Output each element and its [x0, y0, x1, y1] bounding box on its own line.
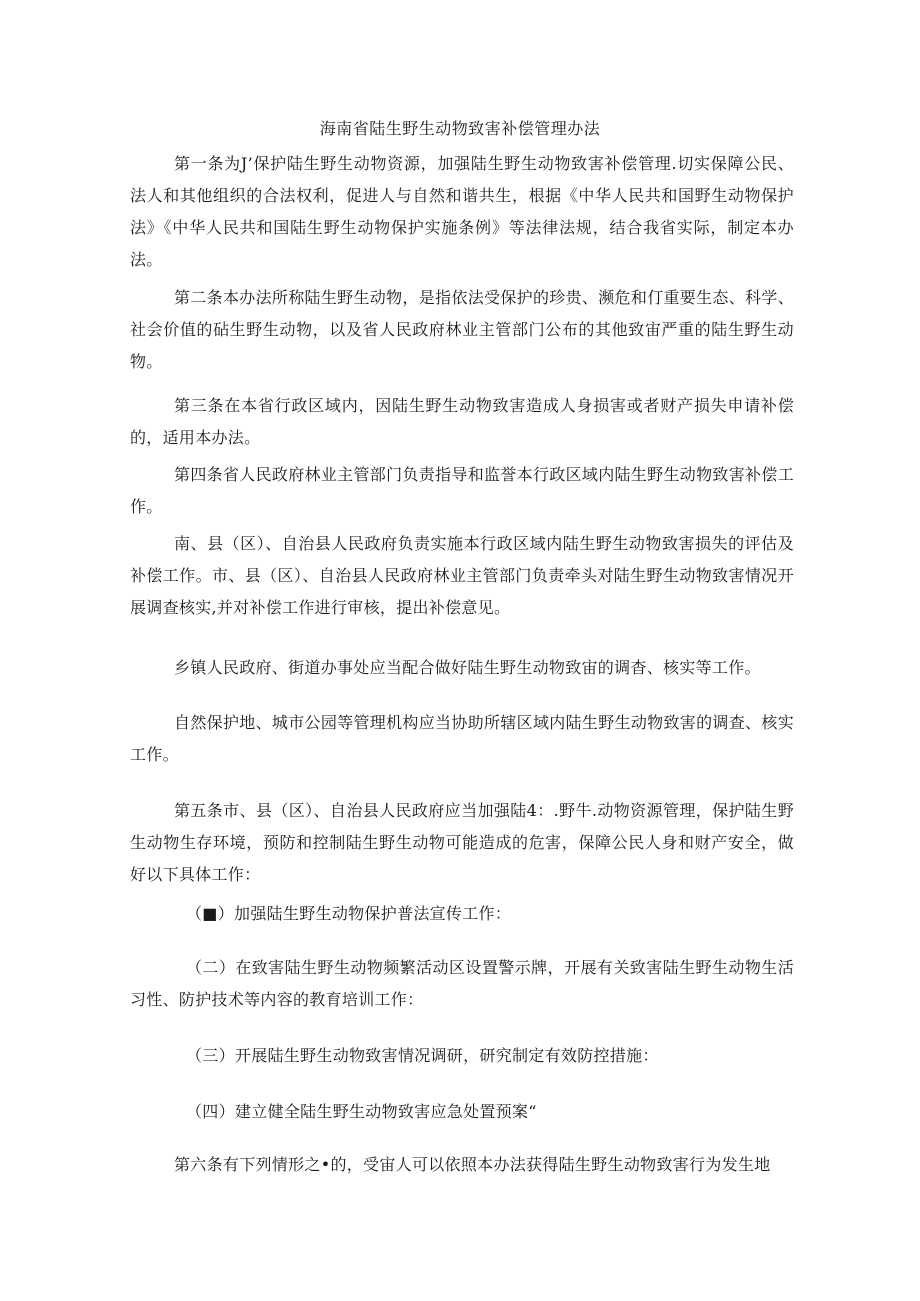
paragraph-article-4: 第四条省人民政府林业主管部门负责指导和监誉本行政区域内陆生野生动物致害补偿工作。 [130, 465, 794, 516]
document-title: 海南省陆生野生动物致害补偿管理办法 [319, 119, 601, 138]
paragraph-article-4-city: 南、县（区）、自治县人民政府负责实施本行政区域内陆生野生动物致害损失的评估及补偿工作。市、县（区）、自治县人民政府林业主管部门负责牵头对陆生野生动物致害情况开展调查核实,并对补偿工作进行审核，提出补偿意见。 [130, 534, 794, 617]
paragraph-article-6: 第六条有下列情形之•的，受宙人可以依照本办法获得陆生野生动物致害行为发生地 [174, 1155, 771, 1174]
paragraph-article-4-township: 乡镇人民政府、街道办事处应当配合做好陆生野生动物致宙的调杳、核实等工作。 [174, 658, 761, 677]
paragraph-article-2: 第二条本办法所称陆生野生动物，是指依法受保护的珍贵、濒危和仃重要生态、科学、社会价值的砧生野生动物，以及省人民政府林业主管部门公布的其他致宙严重的陆生野生动物。 [130, 288, 794, 371]
paragraph-article-5-item-2: （二）在致害陆生野生动物频繁活动区设置警示牌，开展有关致害陆生野生动物生活习性、防护技术等内容的教育培训工作： [130, 958, 794, 1009]
paragraph-article-4-reserve: 自然保护地、城市公园等管理机构应当协助所辖区域内陆生野生动物致害的调查、核实工作。 [130, 713, 794, 764]
paragraph-article-5: 第五条市、县（区）、自治县人民政府应当加强陆4：.野牛.动物资源管理，保护陆生野生动物生存环境，预防和控制陆生野生动物可能造成的危害，保障公民人身和财产安全，做好以下具体工作： [130, 801, 794, 884]
paragraph-article-5-item-3: （三）开展陆生野生动物致害情况调研，研究制定有效防控措施： [186, 1046, 659, 1065]
paragraph-article-5-item-4: （四）建立健全陆生野生动物致害应急处置预案“ [186, 1102, 537, 1121]
paragraph-article-1: 第一条为J’保护陆生野生动物资源，加强陆生野生动物致害补偿管理.切实保障公民、法人和其他组织的合法权利，促进人与自然和谐共生，根据《中华人民共和国野生动物保护法》《中华人民共和国陆生野生动物保护实施条例》等法律法规，结合我省实际，制定本办法。 [130, 154, 794, 269]
paragraph-article-5-item-1: （■）加强陆生野生动物保护普法宣传工作： [186, 904, 512, 923]
paragraph-article-3: 第三条在本省行政区域内，因陆生野生动物致害造成人身损害或者财产损失申请补偿的，适用本办法。 [130, 396, 794, 447]
